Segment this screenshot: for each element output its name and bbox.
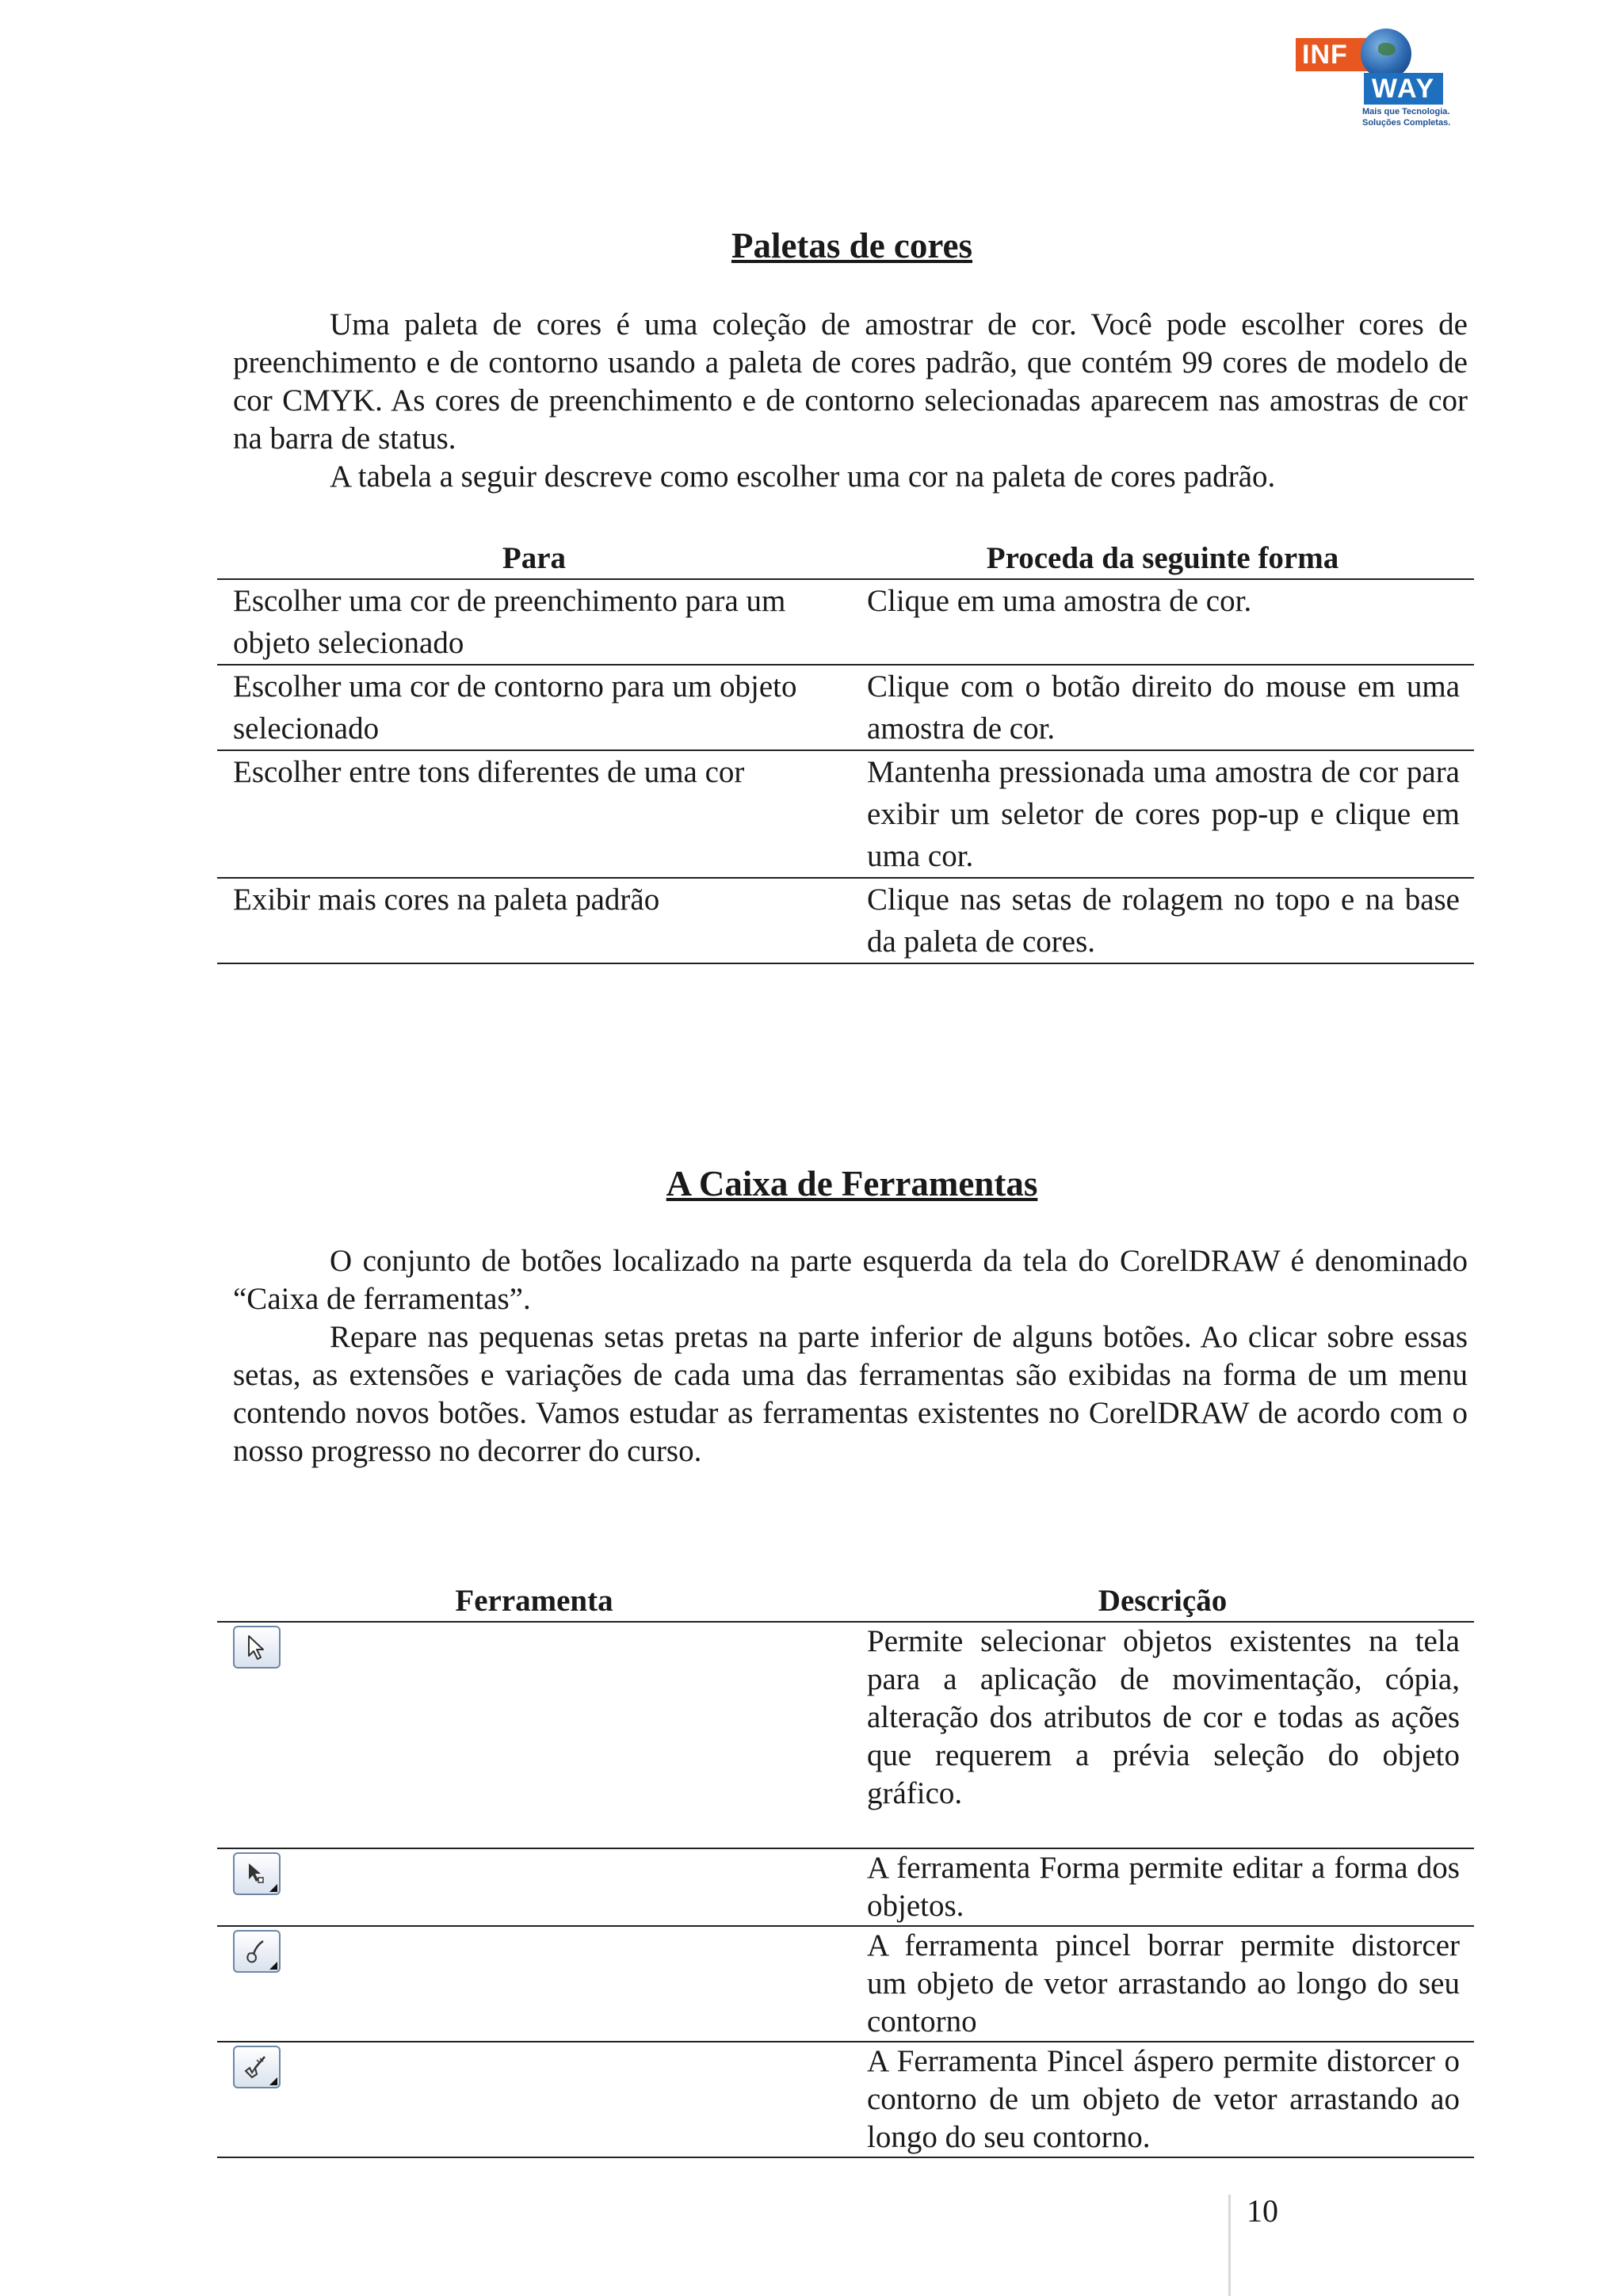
page-number: 10 [1247,2193,1278,2229]
logo-text-inf: INF [1296,38,1372,71]
column-header: Para [217,539,851,579]
table-cell-description: A Ferramenta Pincel áspero permite distorcer o contorno de um objeto de vetor arrastando ao longo do seu contorno. [851,2042,1474,2157]
table-row [217,1622,1474,1848]
section-title-caixa-ferramentas: A Caixa de Ferramentas [666,1164,1038,1203]
table-row [217,1848,1474,1926]
table-cell-procedure: Clique nas setas de rolagem no topo e na base da paleta de cores. [851,878,1474,963]
globe-icon [1361,29,1411,79]
paragraph-paletas-intro: Uma paleta de cores é uma coleção de amostrar de cor. Você pode escolher cores de preenchimento e de contorno usando a paleta de cores padrão, que contém 99 cores de modelo de cor CMYK. As cores de preenchimento e de contorno selecionadas aparecem nas amostras de cor na barra de status. [233,307,1468,456]
paragraph-paletas-table-intro: A tabela a seguir descreve como escolher uma cor na paleta de cores padrão. [330,460,1276,494]
paragraph-caixa-intro: O conjunto de botões localizado na parte esquerda da tela do CorelDRAW é denominado “Caixa de ferramentas”. [233,1244,1468,1316]
table-row [217,579,1474,665]
column-header: Ferramenta [217,1581,851,1622]
table-cell-action: Escolher uma cor de preenchimento para um objeto selecionado [217,579,851,665]
table-row [217,878,1474,963]
paragraph-caixa-setas: Repare nas pequenas setas pretas na parte inferior de alguns botões. Ao clicar sobre essas setas, as extensões e variações de cada uma das ferramentas são exibidas na forma de um menu contendo novos botões. Vamos estudar as ferramentas existentes no CorelDRAW de acordo com o nosso progresso no decorrer do curso. [233,1320,1468,1468]
logo-tagline: Mais que Tecnologia. Soluções Completas. [1362,107,1451,128]
table-cell-procedure: Clique com o botão direito do mouse em uma amostra de cor. [851,665,1474,750]
section-title-paletas: Paletas de cores [731,226,973,265]
smudge-brush-icon [233,1930,281,1973]
company-logo [1296,29,1454,135]
shape-tool-icon [233,1852,281,1895]
table-header-row [217,1581,1474,1622]
table-row [217,1926,1474,2042]
column-header: Descrição [851,1581,1474,1622]
table-cell-description: Permite selecionar objetos existentes na tela para a aplicação de movimentação, cópia, alteração dos atributos de cor e todas as ações que requerem a prévia seleção do objeto gráfico. [851,1622,1474,1848]
table-cell-description: A ferramenta pincel borrar permite distorcer um objeto de vetor arrastando ao longo do seu contorno [851,1926,1474,2042]
color-palette-table [217,539,1474,964]
table-cell-tool [217,2042,851,2157]
table-cell-action: Escolher uma cor de contorno para um objeto selecionado [217,665,851,750]
page-number-divider [1228,2195,1231,2296]
pick-tool-icon [233,1626,281,1669]
table-row [217,750,1474,878]
table-row [217,2042,1474,2157]
table-cell-tool [217,1926,851,2042]
table-cell-action: Exibir mais cores na paleta padrão [217,878,851,963]
roughen-brush-icon [233,2046,281,2088]
table-cell-tool [217,1622,851,1848]
logo-text-way: WAY [1364,73,1443,105]
table-cell-tool [217,1848,851,1926]
table-cell-procedure: Mantenha pressionada uma amostra de cor para exibir um seletor de cores pop-up e clique em uma cor. [851,750,1474,878]
table-row [217,665,1474,750]
toolbox-table [217,1581,1474,2158]
column-header: Proceda da seguinte forma [851,539,1474,579]
table-cell-description: A ferramenta Forma permite editar a forma dos objetos. [851,1848,1474,1926]
table-cell-action: Escolher entre tons diferentes de uma cor [217,750,851,878]
table-header-row [217,539,1474,579]
table-cell-procedure: Clique em uma amostra de cor. [851,579,1474,665]
